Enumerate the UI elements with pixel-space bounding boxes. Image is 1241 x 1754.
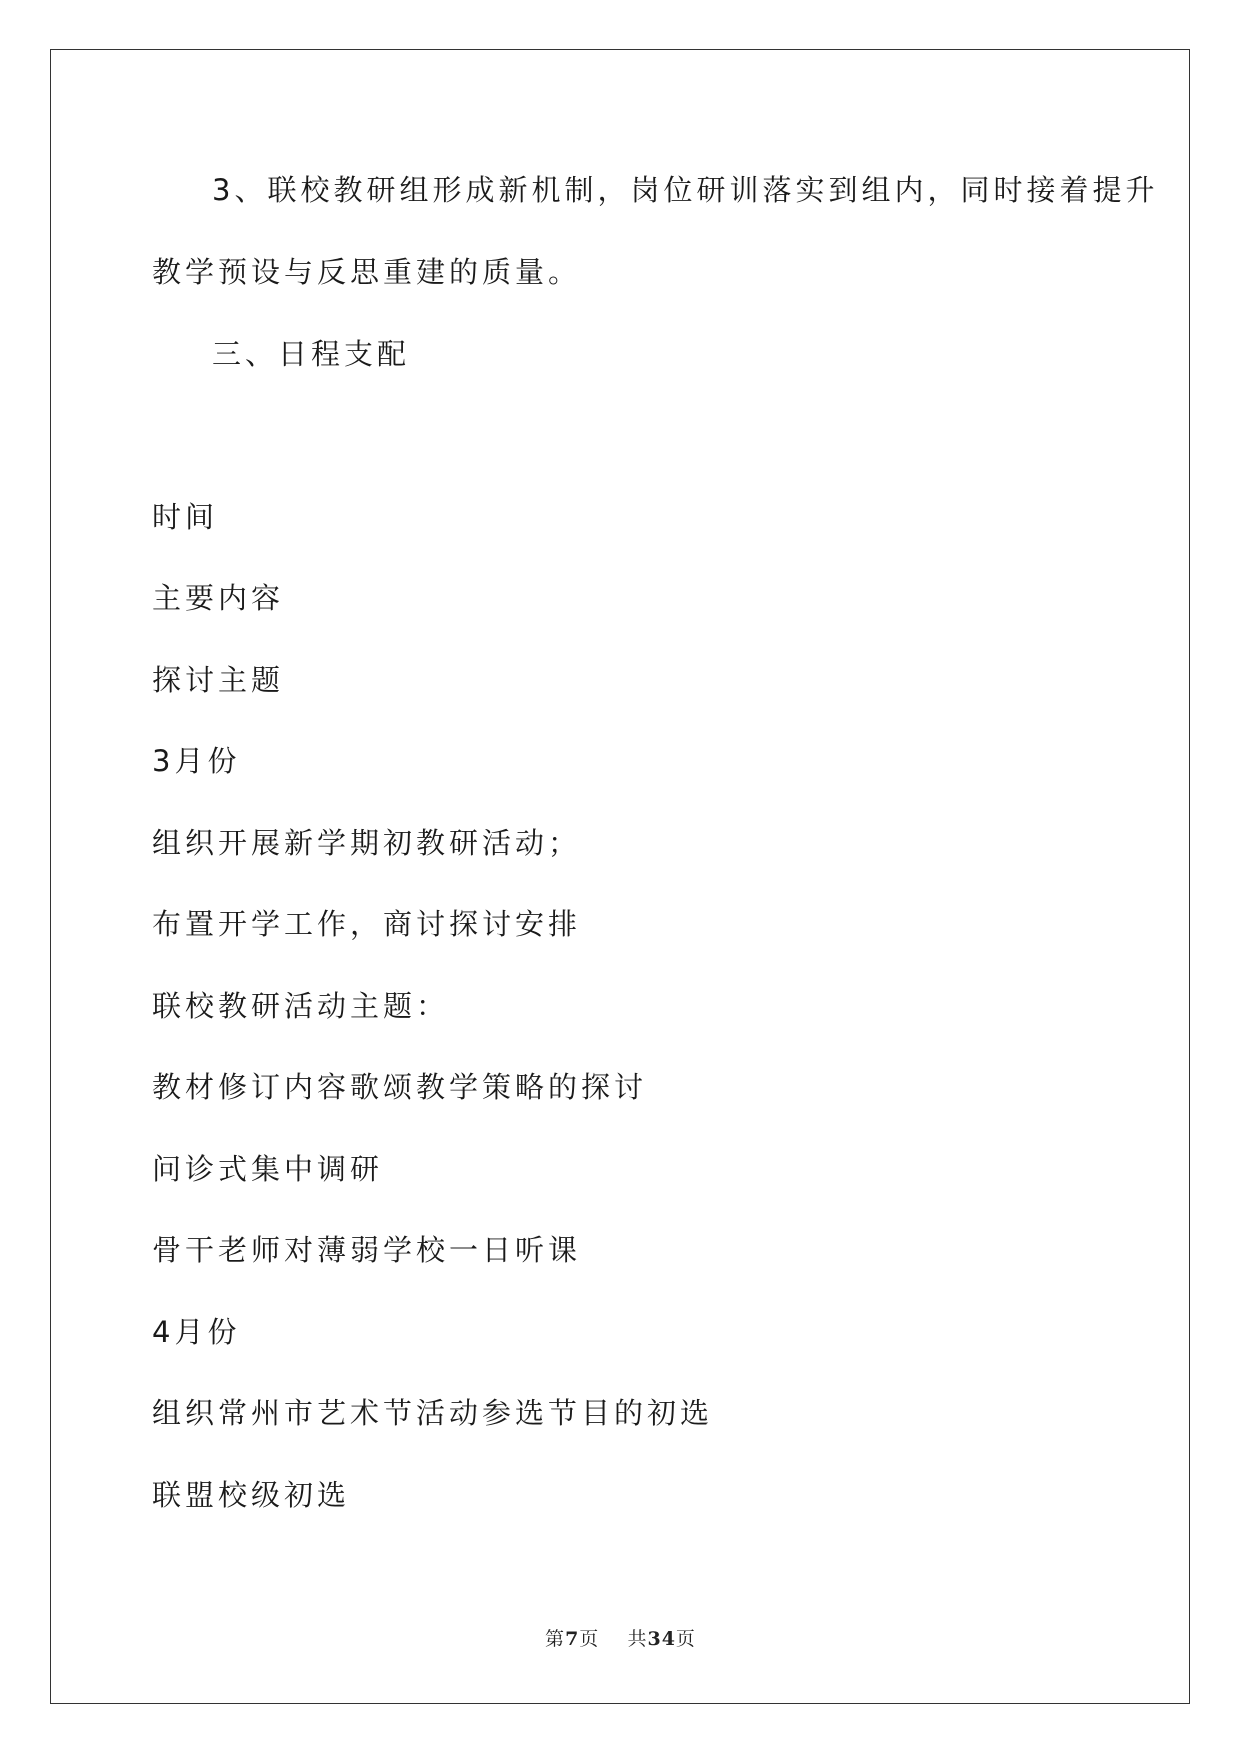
footer-mid: 页 共 [579, 1628, 648, 1650]
page-footer [0, 1624, 1241, 1651]
footer-suffix: 页 [675, 1628, 696, 1650]
schedule-item: 探讨主题 [152, 663, 285, 697]
schedule-item: 组织常州市艺术节活动参选节目的初选 [152, 1396, 714, 1430]
footer-prefix: 第 [545, 1628, 566, 1650]
schedule-item: 布置开学工作，商讨探讨安排 [152, 907, 582, 941]
schedule-item: 时间 [152, 500, 219, 534]
schedule-item: 主要内容 [152, 581, 285, 615]
schedule-item: 联校教研活动主题： [152, 989, 450, 1023]
current-page-number: 7 [565, 1628, 580, 1650]
schedule-item: 组织开展新学期初教研活动； [152, 826, 582, 860]
schedule-item: 问诊式集中调研 [152, 1152, 384, 1186]
schedule-item: 联盟校级初选 [152, 1478, 351, 1512]
schedule-item: 3月份 [152, 744, 241, 778]
schedule-item: 骨干老师对薄弱学校一日听课 [152, 1233, 582, 1267]
section-heading: 三、日程支配 [212, 337, 411, 371]
schedule-item: 4月份 [152, 1315, 241, 1349]
total-page-number: 34 [647, 1628, 676, 1650]
paragraph-3-line-1: 3、联校教研组形成新机制，岗位研训落实到组内，同时接着提升 [212, 173, 1159, 207]
schedule-item: 教材修订内容歌颂教学策略的探讨 [152, 1070, 648, 1104]
page-border [50, 49, 1190, 1704]
paragraph-3-line-2: 教学预设与反思重建的质量。 [152, 255, 582, 289]
